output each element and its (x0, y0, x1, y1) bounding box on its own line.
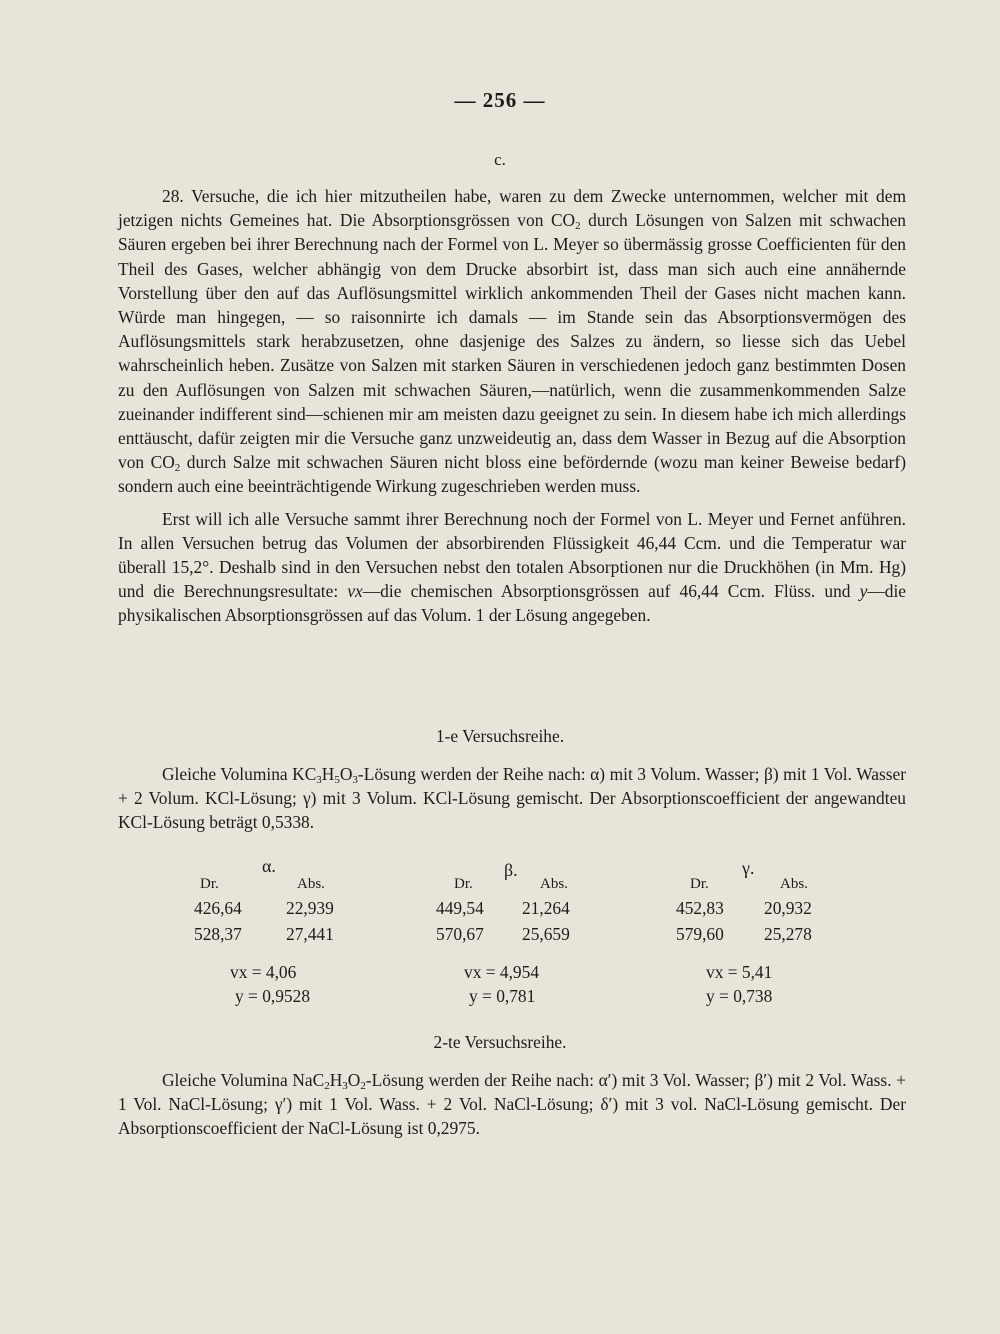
paragraph-1 (118, 184, 906, 499)
cell-dr: 449,54 (436, 898, 484, 918)
section-letter: c. (494, 150, 506, 169)
s1-d: -Lösung werden der Reihe nach: α) mit 3 Volum. Wasser; β) mit 1 Vol. Wasser + 2 Volum. KCl-Lösung; γ) mit 3 Volum. KCl-Lösung gemischt. Der Absorptionscoefficient der angewandteu KCl-Lösung beträgt 0,5338. (118, 764, 906, 833)
s1-sub3: 3 (352, 774, 358, 786)
series-2-text (118, 1068, 906, 1141)
cell-abs: 25,278 (764, 924, 812, 944)
col-header-abs: Abs. (297, 876, 325, 892)
cell-abs: 25,659 (522, 924, 570, 944)
result-vx: vx = 4,954 (464, 962, 540, 982)
result-vx: vx = 5,41 (706, 962, 773, 982)
p1-text-a: 28. Versuche, die ich hier mitzutheilen habe, waren zu dem Zwecke unternommen, welcher mit dem jetzigen nichts Gemeines hat. Die Absorptionsgrössen von CO (118, 186, 906, 231)
series-1-paragraph (118, 762, 906, 835)
col-header-dr: Dr. (690, 876, 709, 892)
cell-abs: 22,939 (286, 898, 334, 918)
result-y: y = 0,9528 (235, 986, 311, 1006)
p2-text-a: Erst will ich alle Versuche sammt ihrer Berechnung noch der Formel von L. Meyer und Fernet anführen. In allen Versuchen betrug das Volumen der absorbirenden Flüssigkeit 46,44 Ccm. und die Temperatur war überall 15,2°. Deshalb sind in den Versuchen nebst den totalen Absorptionen nur die Druckhöhen (in Mm. Hg) und die Berechnungsresultate: (118, 508, 906, 602)
group-symbol: β. (504, 860, 518, 880)
p1-sub-a: 2 (575, 220, 581, 233)
s1-b: H (321, 764, 335, 784)
cell-abs: 27,441 (286, 924, 334, 944)
s1-sub2: 5 (334, 774, 340, 786)
col-header-abs: Abs. (780, 876, 808, 892)
result-y: y = 0,738 (706, 986, 773, 1006)
s2-sub2: 3 (342, 1080, 348, 1092)
page-number: — 256 — (454, 88, 546, 112)
s2-b: H (329, 1070, 343, 1090)
cell-dr: 452,83 (676, 898, 724, 918)
p2-text-c: —die physikalischen Absorptionsgrössen auf das Volum. 1 der Lösung angegeben. (118, 581, 906, 626)
cell-abs: 21,264 (522, 898, 570, 918)
cell-dr: 426,64 (194, 898, 242, 918)
p1-sub-b: 2 (174, 462, 181, 475)
result-y: y = 0,781 (469, 986, 536, 1006)
cell-dr: 579,60 (676, 924, 724, 944)
col-header-dr: Dr. (200, 876, 219, 892)
s2-a: Gleiche Volumina NaC (162, 1070, 325, 1090)
series-1-heading: 1-e Versuchsreihe. (435, 726, 565, 746)
s1-c: O (339, 764, 353, 784)
s2-d: -Lösung werden der Reihe nach: α′) mit 3 Vol. Wasser; β′) mit 2 Vol. Wass. + 1 Vol. NaCl-Lösung; γ′) mit 1 Vol. Wass. + 2 Vol. NaCl-Lösung; δ′) mit 3 vol. NaCl-Lösung gemischt. Der Absorptionscoefficient der NaCl-Lösung ist 0,2975. (118, 1070, 906, 1139)
s2-c: O (347, 1070, 361, 1090)
result-vx: vx = 4,06 (230, 962, 297, 982)
s2-sub3: 2 (360, 1080, 366, 1092)
paragraph-2 (118, 507, 906, 628)
s2-sub1: 2 (324, 1080, 330, 1092)
p2-text-b: —die chemischen Absorptionsgrössen auf 46,44 Ccm. Flüss. und (362, 581, 860, 602)
group-symbol: γ. (742, 858, 755, 878)
series-2-heading: 2-te Versuchsreihe. (433, 1032, 567, 1052)
p1-text-c: durch Salze mit schwachen Säuren nicht bloss eine befördernde (wozu man keiner Beweise bedarf) sondern auch eine beeinträchtigende Wirkung zugeschrieben werden muss. (118, 452, 906, 497)
cell-dr: 570,67 (436, 924, 484, 944)
p2-y: y (859, 581, 868, 602)
col-header-abs: Abs. (540, 876, 568, 892)
col-header-dr: Dr. (454, 876, 473, 892)
p2-vx: vx (347, 581, 363, 602)
series-2-paragraph (118, 1068, 906, 1141)
group-symbol: α. (262, 856, 276, 876)
s1-a: Gleiche Volumina KC (162, 764, 317, 784)
intro-text (118, 184, 906, 628)
p1-text-b: durch Lösungen von Salzen mit schwachen Säuren ergeben bei ihrer Berechnung nach der Formel von L. Meyer so übermässig grosse Coefficienten für den Theil des Gases, welcher abhängig von dem Drucke absorbirt ist, dass man sich auch eine annähernde Vorstellung über den auf das Auflösungsmittel wirklich ankommenden Theil der Gases nicht machen kann. Würde man hingegen, — so raisonnirte ich damals — im Stande sein das Absorptionsvermögen des Auflösungsmittels stark herabzusetzen, ohne dasjenige des Salzes zu ändern, so liesse sich das Uebel wahrscheinlich heben. Zusätze von Salzen mit starken Säuren in verschiedenen jedoch ganz bestimmten Dosen zu den Auflösungen von Salzen mit schwachen Säuren,—natürlich, wenn die zusammenkommenden Salze zueinander indifferent sind—schienen mir am meisten dazu geeignet zu sein. In diesem habe ich mich allerdings enttäuscht, dafür zeigten mir die Versuche ganz unzweideutig an, dass dem Wasser in Bezug auf die Absorption von CO (118, 210, 907, 473)
cell-dr: 528,37 (194, 924, 242, 944)
s1-sub1: 3 (316, 774, 322, 786)
cell-abs: 20,932 (764, 898, 812, 918)
series-1-text (118, 762, 906, 835)
